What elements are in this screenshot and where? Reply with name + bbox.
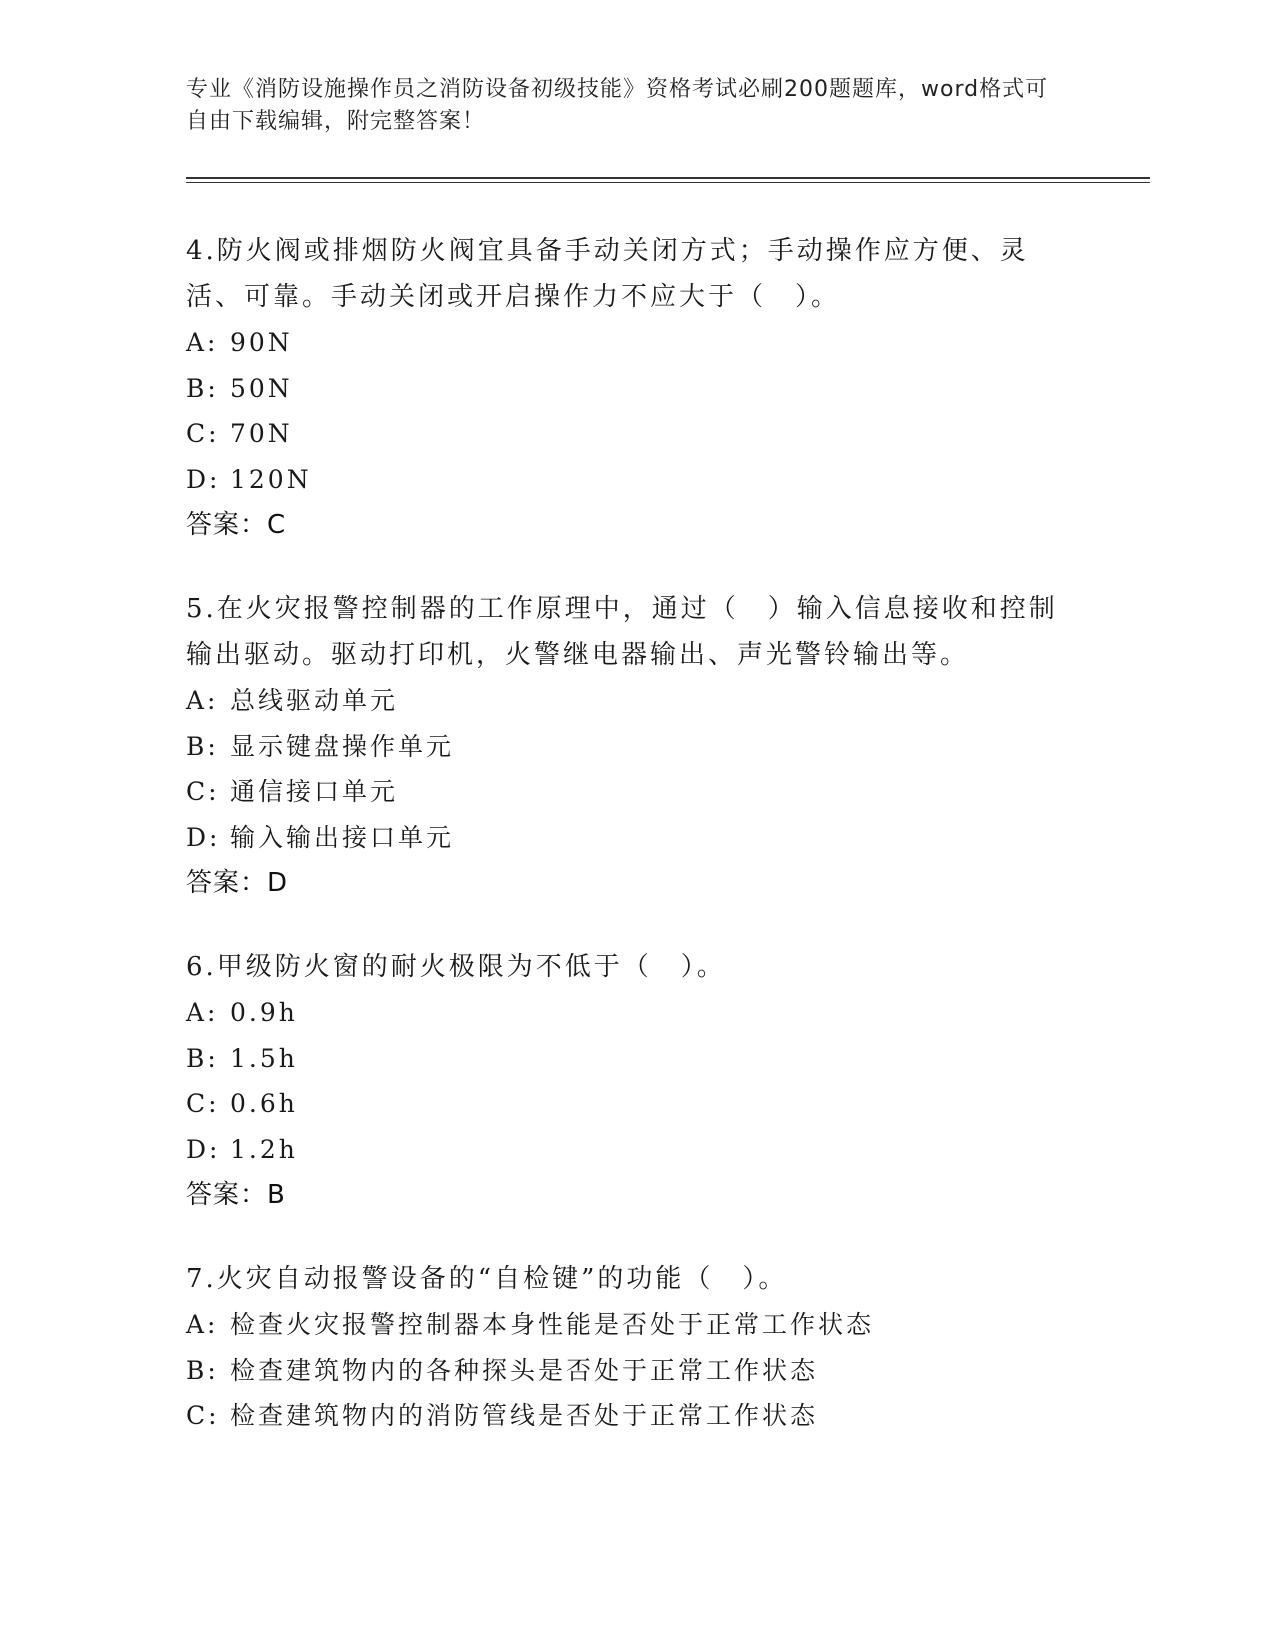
option-a [186,678,1066,724]
option-letter: A: [186,1310,219,1339]
option-a [186,320,1066,366]
header-rule-thin [186,182,1150,183]
option-letter: C: [186,1089,220,1118]
option-letter: D: [186,1134,221,1164]
option-c [186,411,1066,457]
option-letter: B: [186,1355,219,1385]
header-rule-thick [186,177,1150,179]
option-text: 1.2h [230,1134,298,1164]
answer-value: D [267,868,289,898]
option-letter: D: [186,464,221,494]
option-b [186,1036,1066,1082]
answer-label: 答案： [186,510,268,540]
option-text: 输入输出接口单元 [230,822,455,852]
option-c [186,1393,1066,1439]
answer-value: C [267,510,287,540]
option-text: 显示键盘操作单元 [230,731,455,761]
question-7 [186,1256,1066,1439]
option-letter: A: [186,686,219,715]
option-b [186,724,1066,770]
answer-label: 答案： [186,1180,268,1210]
question-6 [186,944,1066,1218]
option-text: 通信接口单元 [230,777,399,806]
option-text: 总线驱动单元 [230,686,399,715]
option-b [186,366,1066,412]
option-letter: B: [186,373,219,403]
option-d [186,457,1066,503]
option-a [186,990,1066,1036]
answer-line [186,1172,1066,1218]
option-d [186,1127,1066,1173]
question-4 [186,228,1066,548]
option-letter: B: [186,1043,219,1073]
option-text: 0.6h [230,1089,298,1118]
option-d [186,815,1066,861]
option-c [186,769,1066,815]
option-text: 检查建筑物内的消防管线是否处于正常工作状态 [230,1401,819,1430]
option-text: 检查建筑物内的各种探头是否处于正常工作状态 [230,1355,819,1385]
option-letter: D: [186,822,221,852]
question-stem: 7.火灾自动报警设备的“自检键”的功能（ ）。 [186,1264,788,1294]
question-list [186,228,1066,1477]
option-text: 120N [230,464,312,494]
option-letter: C: [186,1401,220,1430]
answer-value: B [267,1180,286,1210]
option-letter: C: [186,777,220,806]
option-letter: B: [186,731,219,761]
option-c [186,1081,1066,1127]
document-header: 专业《消防设施操作员之消防设备初级技能》资格考试必刷200题题库，word格式可自由下载编辑，附完整答案！ [186,77,1049,134]
option-text: 0.9h [230,998,298,1027]
option-b [186,1348,1066,1394]
option-text: 50N [230,373,293,403]
question-stem: 5.在火灾报警控制器的工作原理中，通过（ ）输入信息接收和控制输出驱动。驱动打印机，火警继电器输出、声光警铃输出等。 [186,594,1058,670]
question-5 [186,586,1066,906]
answer-line [186,502,1066,548]
option-letter: A: [186,998,219,1027]
question-stem: 6.甲级防火窗的耐火极限为不低于（ ）。 [186,952,726,982]
option-text: 检查火灾报警控制器本身性能是否处于正常工作状态 [230,1310,875,1339]
answer-line [186,860,1066,906]
option-text: 70N [230,419,293,448]
answer-label: 答案： [186,868,268,898]
question-stem: 4.防火阀或排烟防火阀宜具备手动关闭方式；手动操作应方便、灵活、可靠。手动关闭或开启操作力不应大于（ ）。 [186,236,1029,312]
option-letter: A: [186,328,219,357]
option-letter: C: [186,419,220,448]
option-text: 1.5h [230,1043,298,1073]
option-a [186,1302,1066,1348]
option-text: 90N [230,328,293,357]
